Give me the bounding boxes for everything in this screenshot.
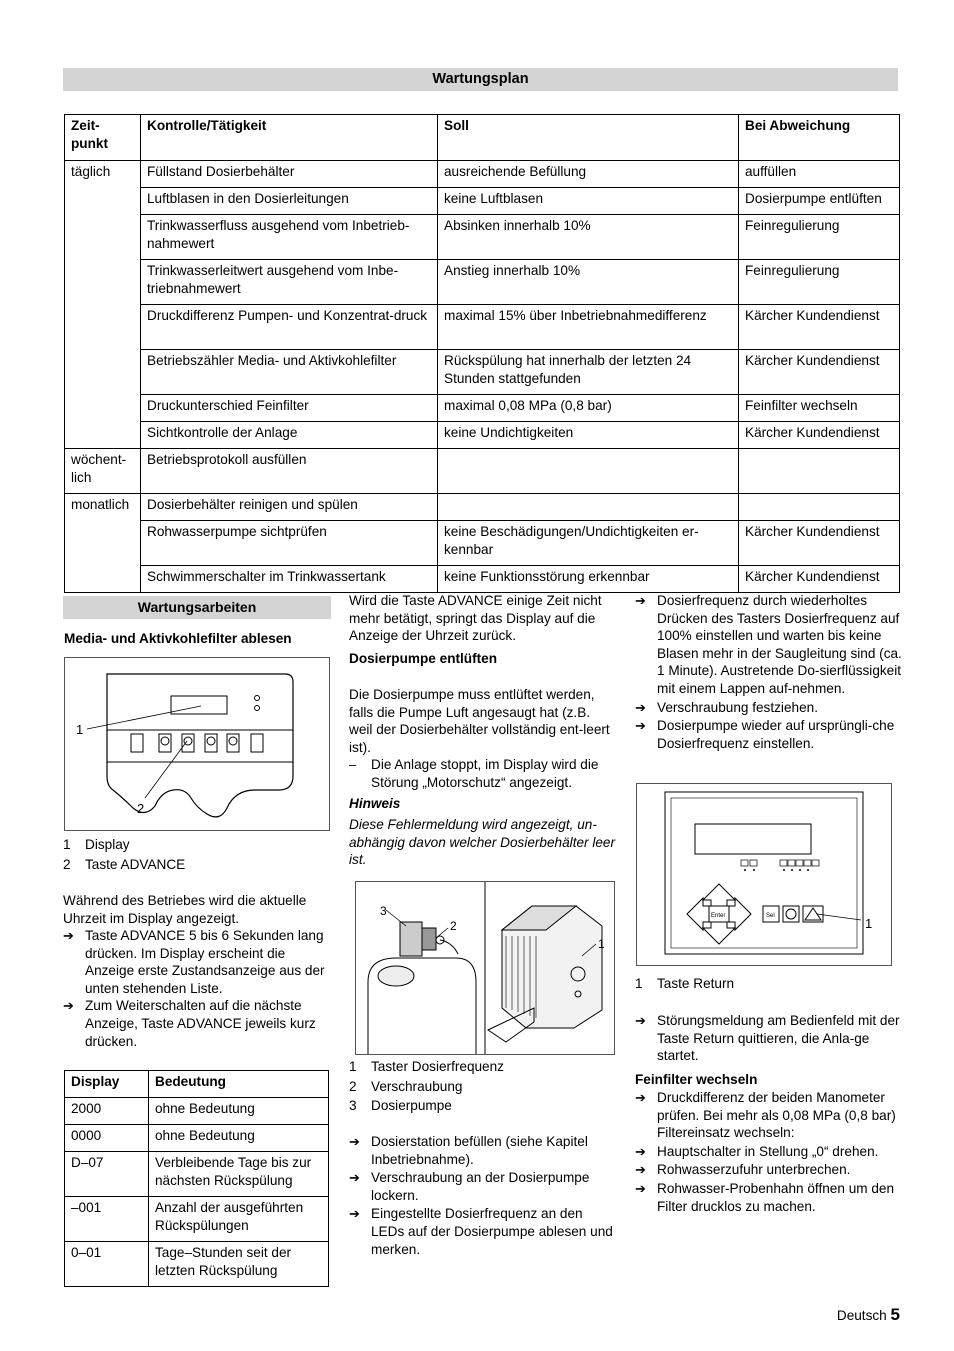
arrow-icon: ➔ (63, 998, 74, 1014)
table-cell: Anzahl der ausgeführten Rückspülungen (149, 1197, 329, 1242)
table-cell (438, 494, 739, 521)
steps-col2 (349, 1133, 617, 1258)
table-cell: Anstieg innerhalb 10% (438, 260, 739, 305)
table-cell: Sichtkontrolle der Anlage (141, 422, 438, 449)
table-cell: maximal 15% über Inbetriebnahmedifferenz (438, 305, 739, 350)
table-cell: Feinregulierung (739, 260, 900, 305)
display-table (64, 1070, 329, 1287)
table-row (65, 494, 900, 521)
table-cell: Trinkwasserleitwert ausgehend vom Inbe-triebnahmewert (141, 260, 438, 305)
table-row (65, 449, 900, 494)
table-cell: Absinken innerhalb 10% (438, 215, 739, 260)
table-row (65, 215, 900, 260)
callout-1: 1 (76, 722, 84, 737)
table-row (65, 521, 900, 566)
arrow-icon: ➔ (635, 1180, 646, 1196)
controller-drawing (65, 658, 329, 830)
table-cell: Rohwasserpumpe sichtprüfen (141, 521, 438, 566)
table-row (65, 1098, 329, 1125)
table-cell: Tage–Stunden seit der letzten Rückspülung (149, 1242, 329, 1287)
legend-item: 2 Taste ADVANCE (63, 857, 186, 872)
table-row (65, 350, 900, 395)
subsection-bar: Wartungsarbeiten (63, 596, 331, 619)
table-row (65, 422, 900, 449)
step-item: ➔ Rohwasserzufuhr unterbrechen. (635, 1162, 851, 1178)
table-cell: keine Beschädigungen/Undichtigkeiten er-kennbar (438, 521, 739, 566)
table-cell (739, 449, 900, 494)
step-item: ➔ Eingestellte Dosierfrequenz an den LEDs auf der Dosierpumpe ablesen und merken. (349, 1206, 613, 1257)
heading-feinfilter: Feinfilter wechseln (635, 1072, 758, 1087)
callout-2: 2 (137, 801, 145, 816)
table-cell: 0–01 (65, 1242, 149, 1287)
arrow-icon: ➔ (63, 928, 74, 943)
control-panel-drawing (637, 784, 891, 965)
table-cell (739, 494, 900, 521)
plan-header-cell: Soll (438, 115, 739, 161)
step-item: ➔ Verschraubung an der Dosierpumpe lockern. (349, 1170, 590, 1203)
table-cell: Füllstand Dosierbehälter (141, 161, 438, 188)
table-row (65, 1125, 329, 1152)
step-item: ➔ Rohwasser-Probenhahn öffnen um den Filter drucklos zu machen. (635, 1180, 895, 1214)
step-item: ➔ Dosierstation befüllen (siehe Kapitel Inbetriebnahme). (349, 1134, 588, 1167)
arrow-icon: ➔ (635, 593, 646, 608)
steps-col3-bottom (635, 1089, 903, 1215)
table-cell: Kärcher Kundendienst (739, 521, 900, 566)
table-cell: Kärcher Kundendienst (739, 350, 900, 395)
table-cell: Kärcher Kundendienst (739, 305, 900, 350)
table-cell: Druckunterschied Feinfilter (141, 395, 438, 422)
step-item: ➔ Druckdifferenz der beiden Manometer prüfen. Bei mehr als 0,08 MPa (0,8 bar) Filtereinsatz wechseln: (635, 1090, 896, 1141)
display-header-cell: Bedeutung (149, 1071, 329, 1098)
steps-col3-top (635, 592, 903, 752)
hinweis-title: Hinweis (349, 796, 401, 811)
table-cell: Dosierbehälter reinigen und spülen (141, 494, 438, 521)
time-cell: monatlich (65, 494, 141, 593)
table-row (65, 1197, 329, 1242)
table-cell: Betriebsprotokoll ausfüllen (141, 449, 438, 494)
table-cell: Kärcher Kundendienst (739, 566, 900, 593)
arrow-icon: ➔ (635, 1013, 646, 1028)
paragraph-operation: Während des Betriebes wird die aktuelle Uhrzeit im Display angezeigt. (63, 893, 307, 926)
step-item: ➔ Störungsmeldung am Bedienfeld mit der Taste Return quittieren, die Anla-ge startet. (635, 1013, 900, 1064)
table-cell: keine Luftblasen (438, 188, 739, 215)
table-cell: –001 (65, 1197, 149, 1242)
table-cell: Verbleibende Tage bis zur nächsten Rückspülung (149, 1152, 329, 1197)
dosing-pump-drawing (356, 882, 614, 1054)
hinweis-text: Diese Fehlermeldung wird angezeigt, un-abhängig davon welcher Dosierbehälter leer ist. (349, 817, 616, 868)
arrow-icon: ➔ (635, 1143, 646, 1159)
legend-col1 (63, 835, 333, 875)
arrow-icon: ➔ (635, 1162, 646, 1178)
table-row (65, 161, 900, 188)
table-cell: Feinregulierung (739, 215, 900, 260)
table-cell: maximal 0,08 MPa (0,8 bar) (438, 395, 739, 422)
arrow-icon: ➔ (635, 1090, 646, 1105)
arrow-icon: ➔ (635, 699, 646, 715)
legend-item: 1 Taster Dosierfrequenz (349, 1059, 504, 1074)
step-item: ➔ Hauptschalter in Stellung „0“ drehen. (635, 1143, 879, 1159)
table-cell: keine Undichtigkeiten (438, 422, 739, 449)
step-item: ➔ Dosierpumpe wieder auf ursprüngli-che Dosierfrequenz einstellen. (635, 718, 895, 751)
controller-figure (64, 657, 330, 831)
table-cell: Betriebszähler Media- und Aktivkohlefilter (141, 350, 438, 395)
arrow-icon: ➔ (349, 1206, 360, 1222)
sel-key-label: Sel (766, 913, 775, 919)
table-cell: Kärcher Kundendienst (739, 422, 900, 449)
maintenance-plan-table (64, 114, 900, 593)
step-item: ➔ Verschraubung festziehen. (635, 699, 818, 715)
step-item: ➔ Taste ADVANCE 5 bis 6 Sekunden lang drücken. Im Display erscheint die Anzeige erste Zustandsanzeige aus der unten stehenden Liste. (63, 928, 325, 996)
table-cell: Druckdifferenz Pumpen- und Konzentrat-druck (141, 305, 438, 350)
heading-media-filter: Media- und Aktivkohlefilter ablesen (64, 631, 292, 646)
time-cell: wöchent-lich (65, 449, 141, 494)
arrow-icon: ➔ (349, 1134, 360, 1149)
table-cell: Dosierpumpe entlüften (739, 188, 900, 215)
callout-2: 2 (450, 919, 457, 933)
legend-item: 2 Verschraubung (349, 1078, 463, 1094)
section-title: Wartungsplan (63, 68, 898, 91)
legend-item: 3 Dosierpumpe (349, 1098, 452, 1113)
legend-col3: 1 Taste Return (635, 976, 735, 991)
paragraph-dosierpumpe: Die Dosierpumpe muss entlüftet werden, falls die Pumpe Luft angesaugt hat (z.B. weil der Dosierbehälter vollständig ent-leert ist). (349, 687, 610, 755)
table-cell: keine Funktionsstörung erkennbar (438, 566, 739, 593)
page-number: 5 (890, 1305, 900, 1324)
table-cell: ohne Bedeutung (149, 1125, 329, 1152)
table-row (65, 305, 900, 350)
page-footer (800, 1306, 900, 1325)
table-cell: Feinfilter wechseln (739, 395, 900, 422)
heading-dosierpumpe: Dosierpumpe entlüften (349, 651, 498, 666)
footer-language: Deutsch (836, 1308, 887, 1323)
table-row (65, 260, 900, 305)
dash-item: – Die Anlage stoppt, im Display wird die Störung „Motorschutz“ angezeigt. (349, 757, 599, 790)
table-cell: auffüllen (739, 161, 900, 188)
table-cell: Schwimmerschalter im Trinkwassertank (141, 566, 438, 593)
table-cell: Luftblasen in den Dosierleitungen (141, 188, 438, 215)
table-row (65, 1242, 329, 1287)
dosing-pump-figure (355, 881, 615, 1055)
display-header-cell: Display (65, 1071, 149, 1098)
time-cell: täglich (65, 161, 141, 449)
table-row (65, 1152, 329, 1197)
table-cell: Rückspülung hat innerhalb der letzten 24 Stunden stattgefunden (438, 350, 739, 395)
control-panel-figure (636, 783, 892, 966)
callout-1: 1 (865, 916, 873, 931)
legend-item: 1 Display (63, 837, 130, 852)
legend-col2 (349, 1057, 617, 1116)
callout-1: 1 (598, 937, 605, 951)
step-item: ➔ Dosierfrequenz durch wiederholtes Drücken des Tasters Dosierfrequenz auf 100% einstellen und warten bis keine Blasen mehr in der Saugleitung sind (ca. 1 Minute). Austretende Do-sierflüssigkeit mit einem Lappen auf-nehmen. (635, 593, 902, 696)
table-cell: 2000 (65, 1098, 149, 1125)
table-cell (438, 449, 739, 494)
table-row (65, 395, 900, 422)
paragraph-advance: Wird die Taste ADVANCE einige Zeit nicht mehr betätigt, springt das Display auf die Anzeige der Uhrzeit zurück. (349, 593, 602, 644)
plan-header-cell: Kontrolle/Tätigkeit (141, 115, 438, 161)
arrow-icon: ➔ (635, 718, 646, 734)
enter-key-label: Enter (711, 913, 726, 919)
plan-header-cell: Zeit- punkt (65, 115, 141, 161)
table-cell: ausreichende Befüllung (438, 161, 739, 188)
table-cell: 0000 (65, 1125, 149, 1152)
table-cell: D–07 (65, 1152, 149, 1197)
callout-3: 3 (380, 904, 387, 918)
steps-col1 (63, 927, 333, 1050)
step-item: ➔ Zum Weiterschalten auf die nächste Anzeige, Taste ADVANCE jeweils kurz drücken. (63, 998, 316, 1049)
table-row (65, 188, 900, 215)
table-row (65, 566, 900, 593)
table-cell: ohne Bedeutung (149, 1098, 329, 1125)
arrow-icon: ➔ (349, 1170, 360, 1186)
plan-header-cell: Bei Abweichung (739, 115, 900, 161)
table-cell: Trinkwasserfluss ausgehend vom Inbetrieb-nahmewert (141, 215, 438, 260)
